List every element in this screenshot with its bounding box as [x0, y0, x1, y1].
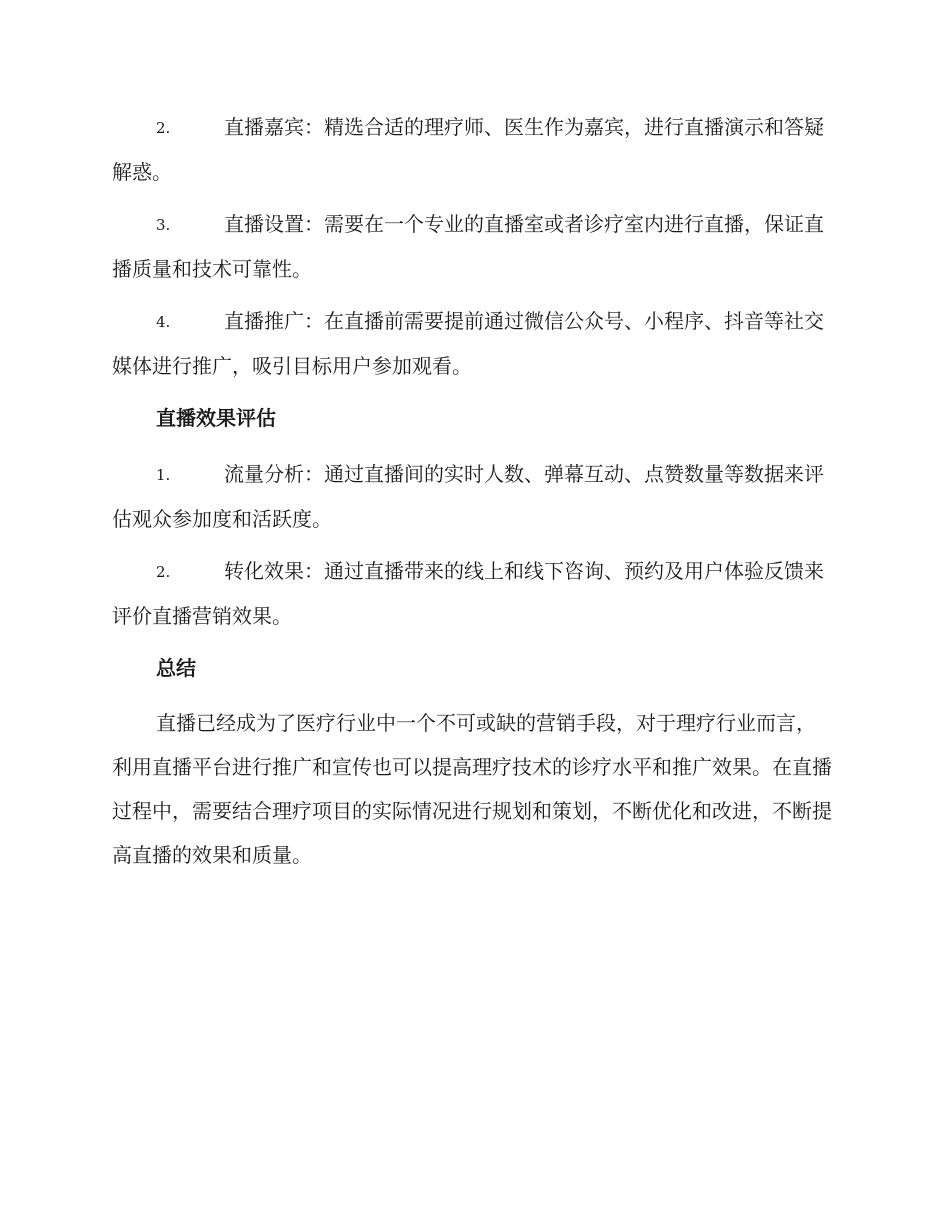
list-item-guest — [112, 105, 834, 194]
list-number: 1. — [156, 466, 171, 484]
list-item-conversion — [112, 549, 834, 638]
list-text: 直播设置：需要在一个专业的直播室或者诊疗室内进行直播，保证直播质量和技术可靠性。 — [112, 212, 824, 281]
section-heading-evaluation: 直播效果评估 — [156, 406, 276, 430]
list-number: 3. — [156, 216, 171, 234]
list-item-promotion — [112, 299, 834, 388]
list-text: 流量分析：通过直播间的实时人数、弹幕互动、点赞数量等数据来评估观众参加度和活跃度。 — [112, 462, 824, 531]
list-item-traffic — [112, 452, 834, 541]
list-number: 2. — [156, 563, 171, 581]
summary-paragraph: 直播已经成为了医疗行业中一个不可或缺的营销手段，对于理疗行业而言，利用直播平台进行推广和宣传也可以提高理疗技术的诊疗水平和推广效果。在直播过程中，需要结合理疗项目的实际情况进行规划和策划，不断优化和改进，不断提高直播的效果和质量。 — [112, 711, 832, 867]
list-number: 4. — [156, 313, 171, 331]
list-text: 转化效果：通过直播带来的线上和线下咨询、预约及用户体验反馈来评价直播营销效果。 — [112, 559, 824, 628]
list-item-setup — [112, 202, 834, 291]
list-text: 直播嘉宾：精选合适的理疗师、医生作为嘉宾，进行直播演示和答疑解惑。 — [112, 115, 824, 184]
list-text: 直播推广：在直播前需要提前通过微信公众号、小程序、抖音等社交媒体进行推广，吸引目标用户参加观看。 — [112, 309, 824, 378]
list-number: 2. — [156, 119, 171, 137]
section-heading-summary: 总结 — [156, 656, 196, 680]
